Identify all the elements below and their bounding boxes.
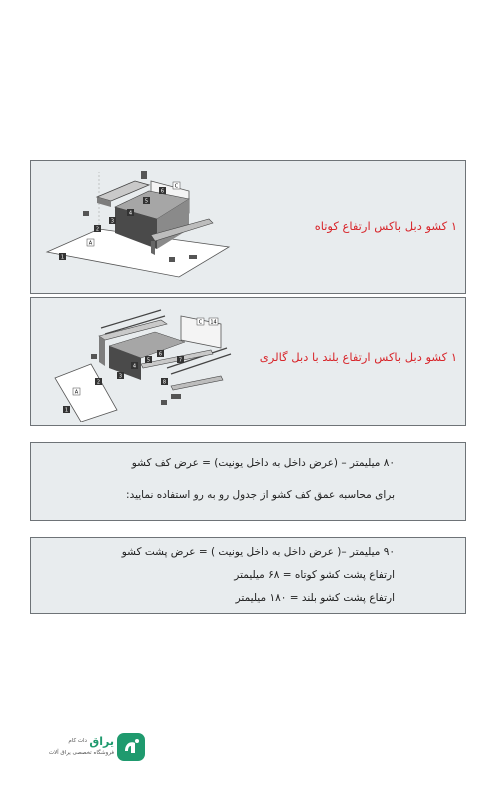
logo-name: یراق xyxy=(89,735,114,748)
drawer-assembly-diagram-short xyxy=(39,167,239,289)
back-width-formula: ۹۰ میلیمتر –( عرض داخل به داخل یونیت ) = عرض پشت کشو xyxy=(121,546,395,558)
short-drawer-caption: ۱ کشو دبل باکس ارتفاع کوتاه xyxy=(314,219,457,233)
callout-4: 4 xyxy=(128,210,133,217)
tall-drawer-panel xyxy=(30,297,466,426)
callout-c: C xyxy=(198,319,203,326)
yaragh-logo-icon xyxy=(117,733,145,761)
short-drawer-panel xyxy=(30,160,466,294)
callout-7: 7 xyxy=(178,357,183,364)
logo-domain: دات کام xyxy=(68,738,87,744)
callout-2: 2 xyxy=(96,379,101,386)
short-back-height: ارتفاع پشت کشو کوتاه = ۶۸ میلیمتر xyxy=(234,569,395,581)
callout-1: 1 xyxy=(60,254,65,261)
callout-4: 4 xyxy=(132,363,137,370)
callout-5: 5 xyxy=(146,357,151,364)
floor-width-formula: ۸۰ میلیمتر – (عرض داخل به داخل یونیت) = عرض کف کشو xyxy=(131,457,395,469)
callout-a: A xyxy=(74,389,79,396)
yaragh-logo[interactable] xyxy=(40,733,145,761)
callout-3: 3 xyxy=(118,373,123,380)
floor-depth-note: برای محاسبه عمق کف کشو از جدول رو به رو استفاده نمایید: xyxy=(126,489,395,501)
logo-tagline: فروشگاه تخصصی یراق آلات xyxy=(48,750,114,756)
callout-1: 1 xyxy=(64,407,69,414)
tall-drawer-caption: ۱ کشو دبل باکس ارتفاع بلند با دبل گالری xyxy=(259,350,457,364)
callout-8: 8 xyxy=(162,379,167,386)
callout-c: C xyxy=(174,183,179,190)
back-formula-panel xyxy=(30,537,466,614)
callout-3: 3 xyxy=(110,218,115,225)
callout-2: 2 xyxy=(95,226,100,233)
callout-6: 6 xyxy=(158,351,163,358)
callout-5: 5 xyxy=(144,198,149,205)
callout-14: 14 xyxy=(210,319,217,326)
drawer-assembly-diagram-tall xyxy=(51,306,251,422)
callout-a: A xyxy=(88,240,93,247)
callout-6: 6 xyxy=(160,188,165,195)
tall-back-height: ارتفاع پشت کشو بلند = ۱۸۰ میلیمتر xyxy=(235,592,395,604)
floor-formula-panel xyxy=(30,442,466,521)
